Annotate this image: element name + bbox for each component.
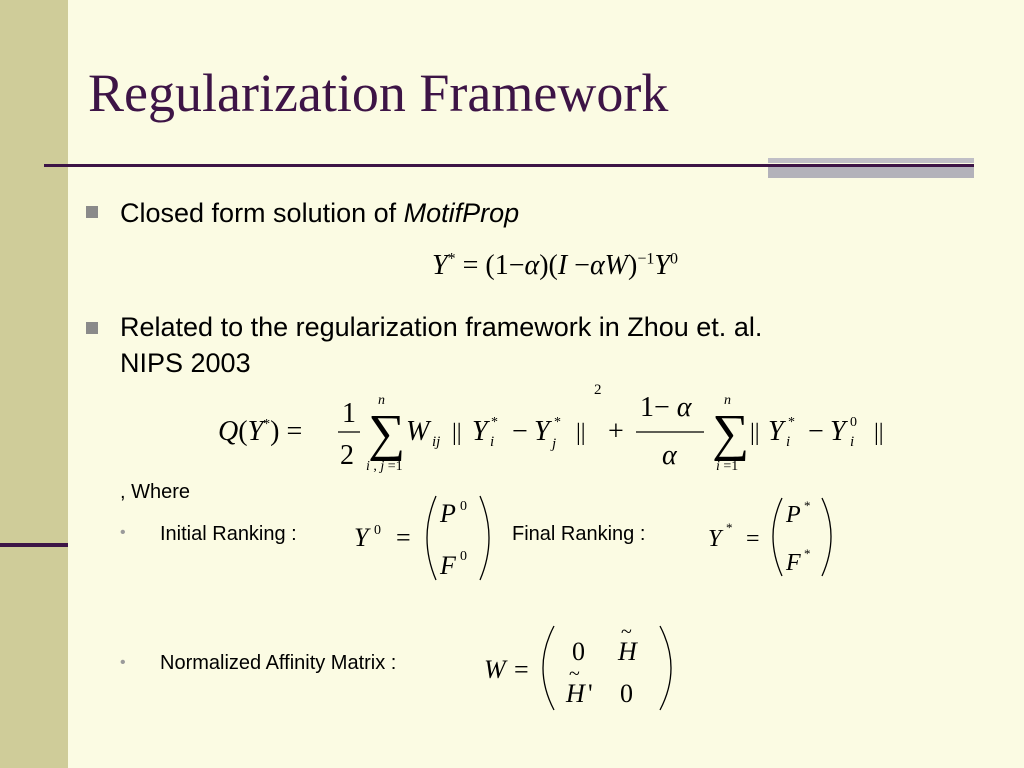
svg-text:0: 0: [620, 679, 633, 708]
svg-text:0: 0: [460, 499, 467, 514]
svg-text:j: j: [552, 436, 557, 452]
slide-title: Regularization Framework: [88, 63, 669, 123]
svg-text:Y: Y: [768, 416, 784, 447]
svg-text:Y: Y: [354, 523, 369, 552]
equation-initial-ranking: [354, 490, 494, 586]
title-bar-accent: [768, 158, 974, 178]
svg-text:−: −: [808, 416, 824, 447]
svg-text:i: i: [850, 434, 855, 450]
sub-bullet-dot-icon: •: [120, 654, 126, 671]
svg-text:*: *: [491, 415, 498, 430]
svg-text:P: P: [440, 499, 456, 528]
equation-affinity-matrix: [484, 622, 674, 714]
bullet-related-line2: NIPS 2003: [120, 348, 251, 378]
svg-text:1− α: 1− α: [640, 392, 692, 423]
svg-text:||: ||: [452, 420, 462, 446]
svg-text:2: 2: [340, 440, 354, 471]
svg-text:Y: Y: [472, 416, 488, 447]
where-label: , Where: [120, 481, 191, 503]
bullet-closed-form: [120, 196, 519, 230]
svg-text:~: ~: [569, 663, 580, 685]
svg-text:=: =: [396, 523, 411, 552]
svg-text:=: =: [746, 526, 760, 552]
svg-text:n: n: [378, 393, 385, 408]
svg-text:=: =: [514, 655, 529, 684]
svg-text:~: ~: [621, 621, 632, 643]
left-decorative-band: [0, 0, 68, 768]
svg-text:H: H: [618, 637, 637, 666]
svg-text:ij: ij: [432, 434, 441, 450]
svg-text:0: 0: [374, 523, 381, 538]
svg-text:*: *: [804, 546, 811, 561]
svg-text:∑: ∑: [712, 405, 750, 462]
svg-text:i: i: [490, 434, 495, 450]
svg-text:': ': [588, 679, 593, 708]
svg-text:F: F: [786, 550, 801, 576]
svg-text:i , j =1: i , j =1: [366, 459, 403, 474]
svg-text:+: +: [608, 416, 624, 447]
equation-final-ranking: [708, 492, 838, 582]
svg-text:F: F: [440, 551, 456, 580]
svg-text:Q(Y*) =: Q(Y*) =: [218, 416, 303, 447]
svg-text:Y: Y: [534, 416, 550, 447]
svg-text:*: *: [554, 415, 561, 430]
sub-bullet-dot-icon: •: [120, 524, 126, 541]
affinity-matrix-label: Normalized Affinity Matrix :: [160, 652, 397, 674]
svg-text:0: 0: [572, 637, 585, 666]
svg-text:Y: Y: [708, 526, 722, 552]
bullet-square-icon: [86, 206, 98, 218]
final-ranking-label: Final Ranking :: [512, 523, 646, 545]
svg-text:∑: ∑: [368, 405, 406, 462]
svg-text:0: 0: [850, 415, 857, 430]
svg-text:P: P: [786, 502, 801, 528]
svg-text:Y: Y: [830, 416, 846, 447]
svg-text:*: *: [726, 520, 733, 535]
svg-text:H: H: [566, 679, 585, 708]
svg-text:n: n: [724, 393, 731, 408]
bullet-closed-form-italic: MotifProp: [403, 198, 520, 228]
svg-text:W: W: [484, 655, 506, 684]
svg-text:||: ||: [874, 420, 884, 446]
bullet-related-line1: Related to the regularization framework in Zhou et. al.: [120, 312, 763, 342]
title-rule: [44, 164, 974, 167]
svg-text:*: *: [804, 498, 811, 513]
bullet-square-icon: [86, 322, 98, 334]
equation-objective: [210, 380, 910, 480]
svg-text:W: W: [406, 416, 430, 447]
svg-text:α: α: [662, 440, 677, 471]
svg-text:−: −: [512, 416, 528, 447]
bullet-closed-form-text: Closed form solution of: [120, 198, 404, 228]
svg-text:0: 0: [460, 549, 467, 564]
equation-closed-form: $Y^* = (1-\alpha)(I -\alpha W)^{-1}Y^0$: [432, 250, 678, 281]
svg-text:||: ||: [576, 420, 586, 446]
svg-text:||: ||: [750, 420, 760, 446]
initial-ranking-label: Initial Ranking :: [160, 523, 297, 545]
svg-text:i =1: i =1: [716, 459, 739, 474]
svg-text:1: 1: [342, 398, 356, 429]
svg-text:i: i: [786, 434, 791, 450]
svg-text:*: *: [788, 415, 795, 430]
svg-text:2: 2: [594, 382, 602, 398]
left-band-rule: [0, 543, 68, 547]
